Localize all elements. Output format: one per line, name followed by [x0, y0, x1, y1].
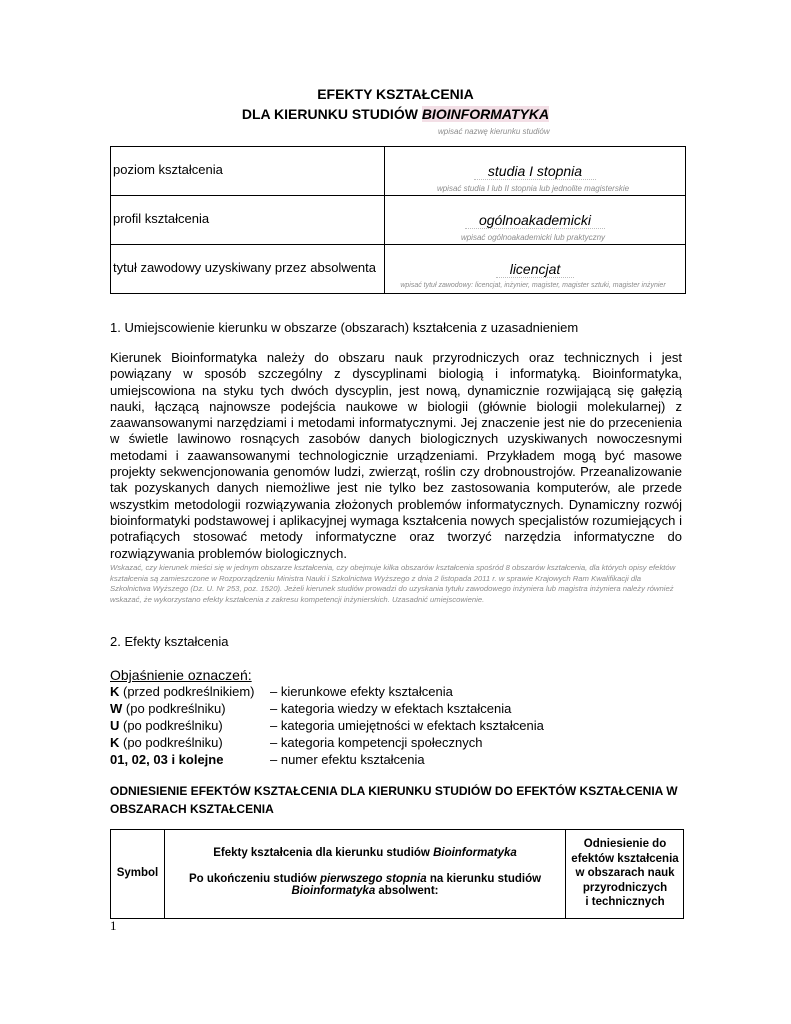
study-profile-label: profil kształcenia [113, 211, 210, 226]
legend-item: K (przed podkreślnikiem) – kierunkowe efekty kształcenia [110, 684, 453, 699]
section1-paragraph: Kierunek Bioinformatyka należy do obszaru nauk przyrodniczych oraz technicznych i jest powiązany w sposób szczególny z dyscyplinami biologią i informatyką. Bioinformatyka, umiejscowiona na styku tych dwóch dyscyplin, jest nową, dynamicznie rozwijającą się gałęzią nauki, łączącą najnowsze podejścia naukowe w biologii (głównie biologii molekularnej) z zaawansowanymi narzędziami i metodami informatycznymi. Jej znaczenie jest nie do przecenienia w świetle lawinowo rosnących zasobów danych biologicznych uzyskiwanych nowoczesnymi metodami i zaawansowanymi technologicznie urządzeniami. Przykładem mogą być masowe projekty sekwencjonowania genomów ludzi, zwierząt, roślin czy drobnoustrojów. Przeanalizowanie tak pozyskanych danych niemożliwe jest nie tylko bez zastosowania komputerów, ale przede wszystkim metodologii rozwiązywania złożonych problemów informatycznych. Dynamiczny rozwój bioinformatyki podstawowej i aplikacyjnej wymaga kształcenia nowych specjalistów rozumiejących i potrafiących stosować metody informatyczne oraz tworzyć narzędzia informatyczne do rozwiązywania problemów biologicznych. [110, 350, 682, 561]
section1-heading: 1. Umiejscowienie kierunku w obszarze (obszarach) kształcenia z uzasadnieniem [110, 320, 579, 335]
study-profile-hint: wpisać ogólnoakademicki lub praktyczny [460, 233, 606, 242]
study-info-table [110, 146, 686, 294]
relation-column-header: Odniesienie do efektów kształcenia w obszarach nauk przyrodniczych i technicznych [565, 830, 684, 918]
effects-table-header [110, 829, 684, 919]
study-level-row [111, 147, 685, 196]
section2-heading: 2. Efekty kształcenia [110, 634, 229, 649]
degree-title-row [111, 245, 685, 293]
degree-title-label: tytuł zawodowy uzyskiwany przez absolwenta [113, 260, 377, 275]
relation-heading: ODNIESIENIE EFEKTÓW KSZTAŁCENIA DLA KIERUNKU STUDIÓW DO EFEKTÓW KSZTAŁCENIA W OBSZARACH KSZTAŁCENIA [110, 784, 678, 816]
section1-note: Wskazać, czy kierunek mieści się w jednym obszarze kształcenia, czy obejmuje kilka obszarów kształcenia spośród 8 obszarów kształcenia, dla których opisy efektów kształcenia są zamieszczone w Rozporządzeniu Ministra Nauki i Szkolnictwa Wyższego z dnia 2 listopada 2011 r. w sprawie Krajowych Ram Kwalifikacji dla Szkolnictwa Wyższego (Dz. U. Nr 253, poz. 1520). Jeżeli kierunek studiów prowadzi do uzyskania tytułu zawodowego inżyniera lub magistra inżyniera należy również wskazać, że wykorzystano efekty kształcenia z zakresu kompetencji inżynierskich. Uzasadnić umiejscowienie. [110, 563, 676, 604]
subtitle-prefix: DLA KIERUNKU STUDIÓW [241, 106, 422, 122]
degree-title-hint: wpisać tytuł zawodowy: licencjat, inżynier, magister, magister sztuki, magister inżynier [400, 282, 666, 289]
degree-title-value: licencjat [385, 261, 685, 278]
document-subtitle [0, 106, 791, 122]
legend-list [110, 684, 682, 769]
document-title: EFEKTY KSZTAŁCENIA [317, 86, 474, 102]
field-of-study: BIOINFORMATYKA [421, 106, 550, 122]
study-level-label: poziom kształcenia [113, 162, 223, 177]
effects-column-header: Efekty kształcenia dla kierunku studiów Bioinformatyka Po ukończeniu studiów pierwszego stopnia na kierunku studiów Bioinformatyka absolwent: [188, 847, 542, 897]
study-level-value: studia I stopnia [385, 163, 685, 180]
legend-item: K (po podkreślniku) – kategoria kompetencji społecznych [110, 735, 483, 750]
legend-title: Objaśnienie oznaczeń: [110, 667, 252, 683]
legend-item: W (po podkreślniku) – kategoria wiedzy w efektach kształcenia [110, 701, 512, 716]
legend-item: 01, 02, 03 i kolejne – numer efektu kształcenia [110, 752, 425, 767]
symbol-column-header: Symbol [111, 830, 165, 918]
legend-item: U (po podkreślniku) – kategoria umiejętności w efektach kształcenia [110, 718, 544, 733]
study-profile-row [111, 196, 685, 245]
page-number: 1 [110, 918, 117, 933]
study-profile-value: ogólnoakademicki [385, 212, 685, 229]
study-level-hint: wpisać studia I lub II stopnia lub jednolite magisterskie [436, 184, 630, 193]
field-of-study-hint: wpisać nazwę kierunku studiów [438, 127, 550, 136]
